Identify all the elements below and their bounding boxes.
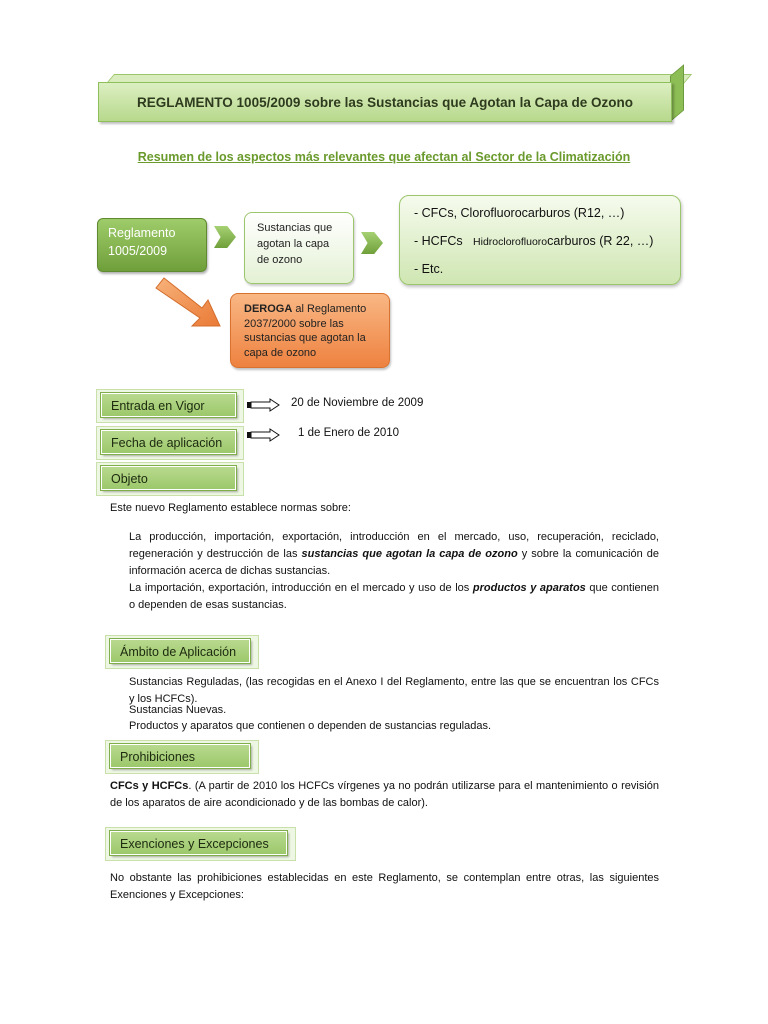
objeto-p2-c: que contienen o dependen de esas sustancias.: [129, 582, 659, 611]
objeto-label: Objeto: [101, 466, 236, 490]
objeto-paragraph-1: [129, 529, 659, 580]
sustancias-line-2: agotan la capa: [257, 238, 330, 250]
reglamento-line-2: 1005/2009: [108, 244, 168, 258]
deroga-text: al Reglamento 2037/2000 sobre las sustancias que agotan la capa de ozono: [244, 303, 367, 359]
prohibiciones-rest: . (A partir de 2010 los HCFCs vírgenes ya no podrán utilizarse para el mantenimiento o revisión de los aparatos de aire acondicionado y de las bombas de calor).: [110, 780, 659, 809]
sustancias-box: [244, 212, 354, 284]
list-item-etc: - Etc.: [414, 262, 444, 276]
hcfcs-prefix: - HCFCs: [414, 234, 463, 248]
exenciones-text: No obstante las prohibiciones establecidas en este Reglamento, se contemplan entre otras, las siguientes Exenciones y Excepciones:: [110, 872, 659, 901]
objeto-paragraph-2: [129, 580, 659, 614]
objeto-p2-b: productos y aparatos: [472, 582, 586, 594]
hcfcs-small: Hidroclorofluoro: [473, 236, 548, 248]
chevron-right-icon: [361, 232, 383, 254]
ambito-line-1: Sustancias Reguladas, (las recogidas en el Anexo I del Reglamento, entre las que se encuentran los CFCs y los HCFCs).: [129, 676, 659, 705]
reglamento-line-1: Reglamento: [108, 226, 176, 240]
prohibiciones-bold: CFCs y HCFCs: [110, 780, 189, 792]
objeto-p1-b: sustancias que agotan la capa de ozono: [301, 548, 518, 560]
aplicacion-label: Fecha de aplicación: [101, 430, 236, 454]
title-banner-side: [670, 64, 684, 122]
hcfcs-rest: carburos (R 22, …): [547, 234, 654, 248]
deroga-bold: DEROGA: [244, 303, 293, 315]
substances-list-box: [399, 195, 681, 285]
list-item-hcfcs: [414, 230, 666, 258]
objeto-p1-a: La producción, importación, exportación, introducción en el mercado, uso, recuperación, reciclado, regeneración y destrucción de las: [129, 531, 659, 560]
sustancias-line-1: Sustancias que: [257, 222, 333, 234]
page-title-text: REGLAMENTO 1005/2009 sobre las Sustancias que Agotan la Capa de Ozono: [137, 94, 633, 110]
prohibiciones-label: Prohibiciones: [110, 744, 250, 768]
entrada-label: Entrada en Vigor: [101, 393, 236, 417]
entrada-value: 20 de Noviembre de 2009: [291, 397, 424, 409]
exenciones-label: Exenciones y Excepciones: [110, 831, 287, 855]
aplicacion-value: 1 de Enero de 2010: [298, 427, 400, 439]
arrow-right-icon: [246, 398, 280, 412]
chevron-right-icon: [214, 226, 236, 248]
sustancias-line-3: de ozono: [257, 254, 303, 266]
objeto-intro: Este nuevo Reglamento establece normas sobre:: [110, 502, 351, 514]
reglamento-box: [97, 218, 207, 272]
arrow-down-right-icon: [150, 276, 230, 332]
ambito-label: Ámbito de Aplicación: [110, 639, 250, 663]
list-item-cfcs: - CFCs, Clorofluorocarburos (R12, …): [414, 206, 625, 220]
page-subtitle: Resumen de los aspectos más relevantes que afectan al Sector de la Climatización: [137, 150, 631, 164]
arrow-right-icon: [246, 428, 280, 442]
prohibiciones-text: [110, 778, 659, 812]
page-title: [98, 82, 672, 122]
objeto-p2-a: La importación, exportación, introducción en el mercado y uso de los: [129, 582, 473, 594]
objeto-p1-c: y sobre la comunicación de información acerca de dichas sustancias.: [129, 548, 659, 577]
ambito-line-2: Sustancias Nuevas.: [129, 704, 227, 716]
deroga-box: [230, 293, 390, 368]
ambito-line-3: Productos y aparatos que contienen o dependen de sustancias reguladas.: [129, 720, 492, 732]
